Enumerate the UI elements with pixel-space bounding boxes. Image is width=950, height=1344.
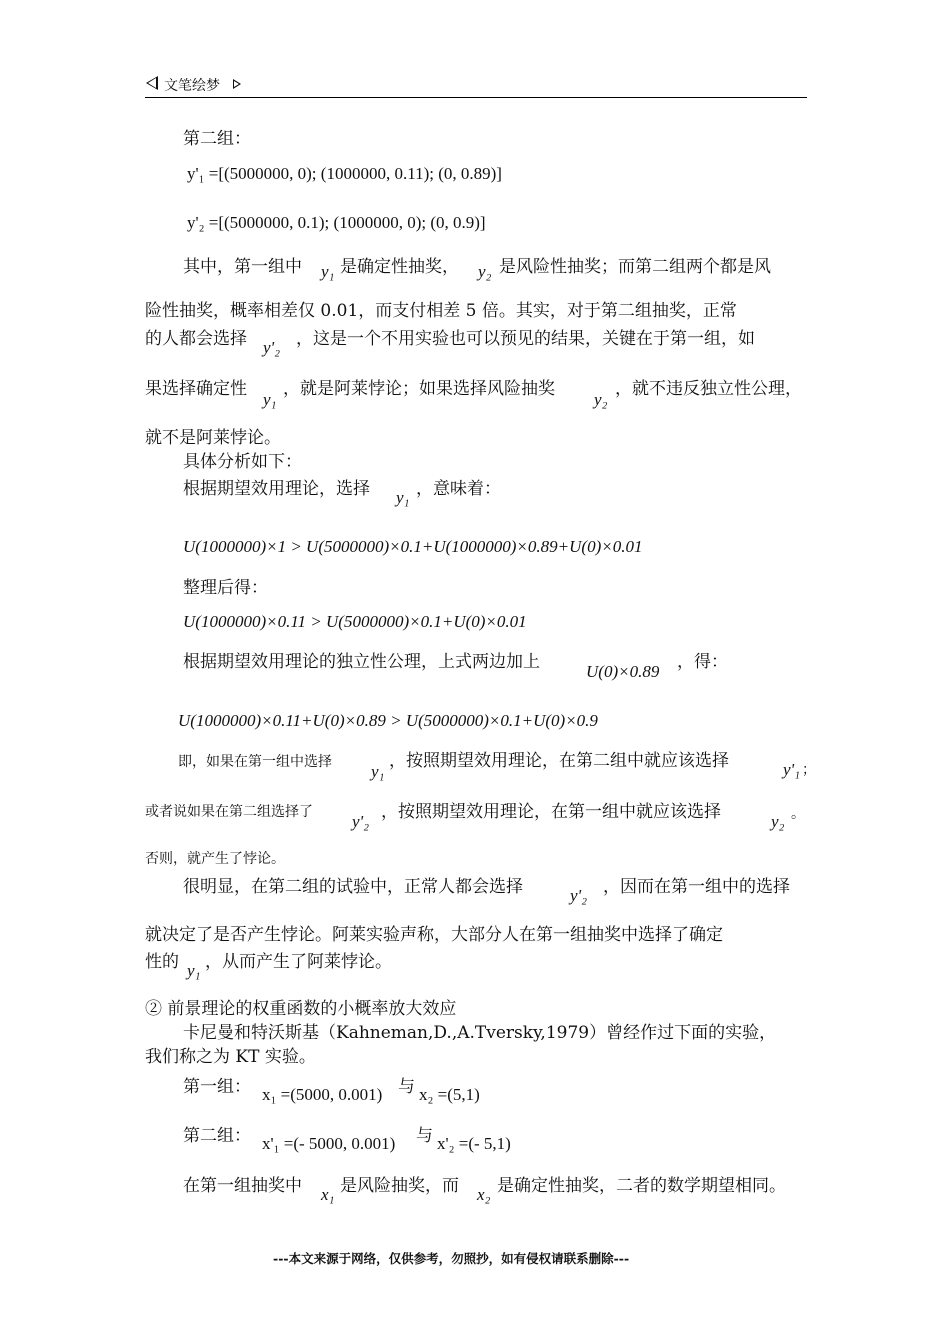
var-y-prime-2: y'₂	[352, 812, 370, 831]
text-line: ，按照期望效用理论，在第二组中就应该选择	[389, 751, 729, 771]
text-line: 很明显，在第二组的试验中，正常人都会选择	[183, 877, 523, 897]
text-line: 第一组：	[183, 1077, 251, 1097]
text-line: 险性抽奖，概率相差仅 0.01，而支付相差 5 倍。其实，对于第二组抽奖，正常	[145, 301, 737, 321]
var-x1: x₁	[321, 1185, 335, 1204]
var-y-prime-2: y'₂	[263, 338, 281, 357]
text-line: ，因而在第一组中的选择	[603, 877, 790, 897]
formula-inequality-2: U(1000000)×0.11 > U(5000000)×0.1+U(0)×0.01	[183, 612, 527, 631]
text-line: 的人都会选择	[145, 329, 247, 349]
formula-x-prime-2: x'₂ =(- 5,1)	[437, 1134, 511, 1153]
text-line: 与	[398, 1077, 415, 1097]
text-line: 根据期望效用理论的独立性公理，上式两边加上	[183, 652, 540, 672]
text-line: ，就是阿莱悖论；如果选择风险抽奖	[283, 379, 555, 399]
var-y2: y₂	[771, 812, 785, 831]
formula-inequality-3: U(1000000)×0.11+U(0)×0.89 > U(5000000)×0.1+U(0)×0.9	[178, 711, 598, 730]
text-line: ，意味着：	[416, 479, 501, 499]
text-line: 其中，第一组中	[183, 257, 302, 277]
text-line: 整理后得：	[183, 578, 268, 598]
text-line: ，这是一个不用实验也可以预见的结果，关键在于第一组，如	[296, 329, 755, 349]
text-line: 卡尼曼和特沃斯基（Kahneman,D.,A.Tversky,1979）曾经作过下面的实验，	[183, 1023, 777, 1043]
text-line: 是风险抽奖，而	[340, 1176, 459, 1196]
text-line: 果选择确定性	[145, 379, 247, 399]
footer-disclaimer: ---本文来源于网络，仅供参考，勿照抄，如有侵权请联系删除---	[273, 1251, 630, 1266]
text-line: ；	[802, 762, 816, 778]
text-line: 即，如果在第一组中选择	[178, 754, 332, 770]
formula-y-prime-1: y'₁ =[(5000000, 0); (1000000, 0.11); (0, 0.89)]	[187, 164, 502, 183]
var-y2: y₂	[478, 262, 492, 281]
text-line: 具体分析如下：	[183, 452, 302, 472]
header-rule	[145, 97, 807, 98]
formula-x-prime-1: x'₁ =(- 5000, 0.001)	[262, 1134, 396, 1153]
var-y1: y₁	[371, 762, 385, 781]
text-line: ，从而产生了阿莱悖论。	[205, 952, 392, 972]
text-line: ，就不违反独立性公理，	[615, 379, 802, 399]
formula-inequality-1: U(1000000)×1 > U(5000000)×0.1+U(1000000)×0.89+U(0)×0.01	[183, 537, 643, 556]
section-heading: ② 前景理论的权重函数的小概率放大效应	[145, 999, 457, 1019]
var-y-prime-2: y'₂	[570, 886, 588, 905]
formula-x2: x₂ =(5,1)	[419, 1085, 480, 1104]
formula-y-prime-2: y'₂ =[(5000000, 0.1); (1000000, 0); (0, 0.9)]	[187, 213, 486, 232]
header-title: 文笔绘梦	[164, 78, 220, 94]
text-line: 是确定性抽奖，二者的数学期望相同。	[497, 1176, 786, 1196]
var-x2: x₂	[477, 1185, 491, 1204]
var-y2: y₂	[594, 390, 608, 409]
forward-arrow-icon	[233, 79, 241, 89]
text-line: 就决定了是否产生悖论。阿莱实验声称，大部分人在第一组抽奖中选择了确定	[145, 925, 723, 945]
back-arrow-icon	[146, 76, 158, 90]
text-line: 否则，就产生了悖论。	[145, 851, 285, 867]
formula-inline-u0: U(0)×0.89	[586, 662, 660, 681]
text-line: 。	[791, 806, 805, 822]
text-line: 根据期望效用理论，选择	[183, 479, 370, 499]
text-line: 或者说如果在第二组选择了	[145, 804, 313, 820]
text-line: 就不是阿莱悖论。	[145, 428, 281, 448]
text-line: 在第一组抽奖中	[183, 1176, 302, 1196]
text-line: ，得：	[677, 652, 728, 672]
var-y1: y₁	[263, 390, 277, 409]
var-y1: y₁	[396, 488, 410, 507]
var-y-prime-1: y'₁	[783, 760, 801, 779]
var-y1: y₁	[321, 262, 335, 281]
text-line: 我们称之为 KT 实验。	[145, 1047, 316, 1067]
formula-x1: x₁ =(5000, 0.001)	[262, 1085, 383, 1104]
text-line: 与	[416, 1126, 433, 1146]
text-line: ，按照期望效用理论，在第一组中就应该选择	[381, 802, 721, 822]
text-line: 第二组：	[183, 129, 251, 149]
text-line: 第二组：	[183, 1126, 251, 1146]
text-line: 是确定性抽奖，	[340, 257, 459, 277]
text-line: 是风险性抽奖；而第二组两个都是风	[499, 257, 771, 277]
text-line: 性的	[145, 952, 179, 972]
var-y1: y₁	[187, 961, 201, 980]
